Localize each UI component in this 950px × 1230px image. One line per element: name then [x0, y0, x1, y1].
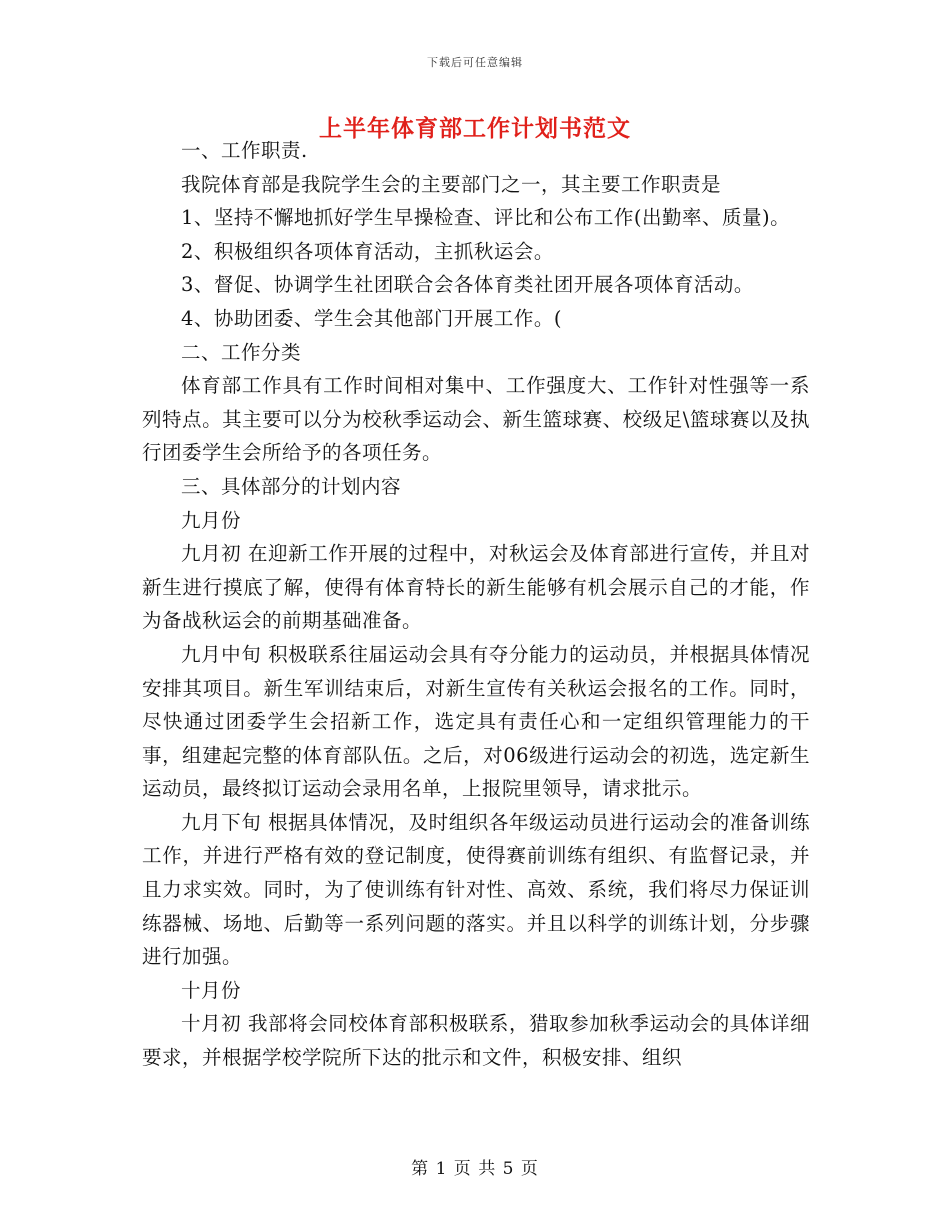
section-heading: 三、具体部分的计划内容 [181, 474, 402, 498]
paragraph: 体育部工作具有工作时间相对集中、工作强度大、工作针对性强等一系列特点。其主要可以分为校秋季运动会、新生篮球赛、校级足\篮球赛以及执行团委学生会所给予的各项任务。 [142, 374, 810, 465]
section-heading: 一、工作职责. [181, 139, 308, 162]
page-label-mid: 页 [453, 1159, 472, 1179]
page-label-suffix: 页 [520, 1159, 539, 1179]
month-heading: 九月份 [181, 508, 242, 532]
list-item: 4、协助团委、学生会其他部门开展工作。( [181, 306, 563, 330]
document-title: 上半年体育部工作计划书范文 [319, 115, 631, 142]
paragraph: 九月初 在迎新工作开展的过程中，对秋运会及体育部进行宣传，并且对新生进行摸底了解，使得有体育特长的新生能够有机会展示自己的才能，作为备战秋运会的前期基础准备。 [142, 542, 810, 633]
list-item: 3、督促、协调学生社团联合会各体育类社团开展各项体育活动。 [181, 273, 754, 297]
current-page-number: 1 [435, 1159, 448, 1179]
header-note: 下载后可任意编辑 [427, 56, 523, 69]
page-footer [0, 1154, 950, 1179]
section-heading: 二、工作分类 [181, 340, 302, 364]
month-heading: 十月份 [181, 978, 242, 1002]
total-pages-number: 5 [502, 1159, 515, 1179]
document-body [142, 134, 810, 1075]
paragraph: 十月初 我部将会同校体育部积极联系，猎取参加秋季运动会的具体详细要求，并根据学校学院所下达的批示和文件，积极安排、组织 [142, 1012, 810, 1070]
total-label: 共 [478, 1159, 497, 1179]
list-item: 1、坚持不懈地抓好学生早操检查、评比和公布工作(出勤率、质量)。 [181, 206, 791, 230]
paragraph: 九月下旬 根据具体情况，及时组织各年级运动员进行运动会的准备训练工作，并进行严格有效的登记制度，使得赛前训练有组织、有监督记录，并且力求实效。同时，为了使训练有针对性、高效、系统，我们将尽力保证训练器械、场地、后勤等一系列问题的落实。并且以科学的训练计划，分步骤进行加强。 [142, 810, 810, 969]
paragraph: 我院体育部是我院学生会的主要部门之一，其主要工作职责是 [181, 172, 722, 196]
list-item: 2、积极组织各项体育活动，主抓秋运会。 [181, 239, 554, 263]
page-label-prefix: 第 [411, 1159, 430, 1179]
paragraph: 九月中旬 积极联系往届运动会具有夺分能力的运动员，并根据具体情况安排其项目。新生军训结束后，对新生宣传有关秋运会报名的工作。同时，尽快通过团委学生会招新工作，选定具有责任心和一定组织管理能力的干事，组建起完整的体育部队伍。之后，对06级进行运动会的初选，选定新生运动员，最终拟订运动会录用名单，上报院里领导，请求批示。 [142, 642, 810, 801]
